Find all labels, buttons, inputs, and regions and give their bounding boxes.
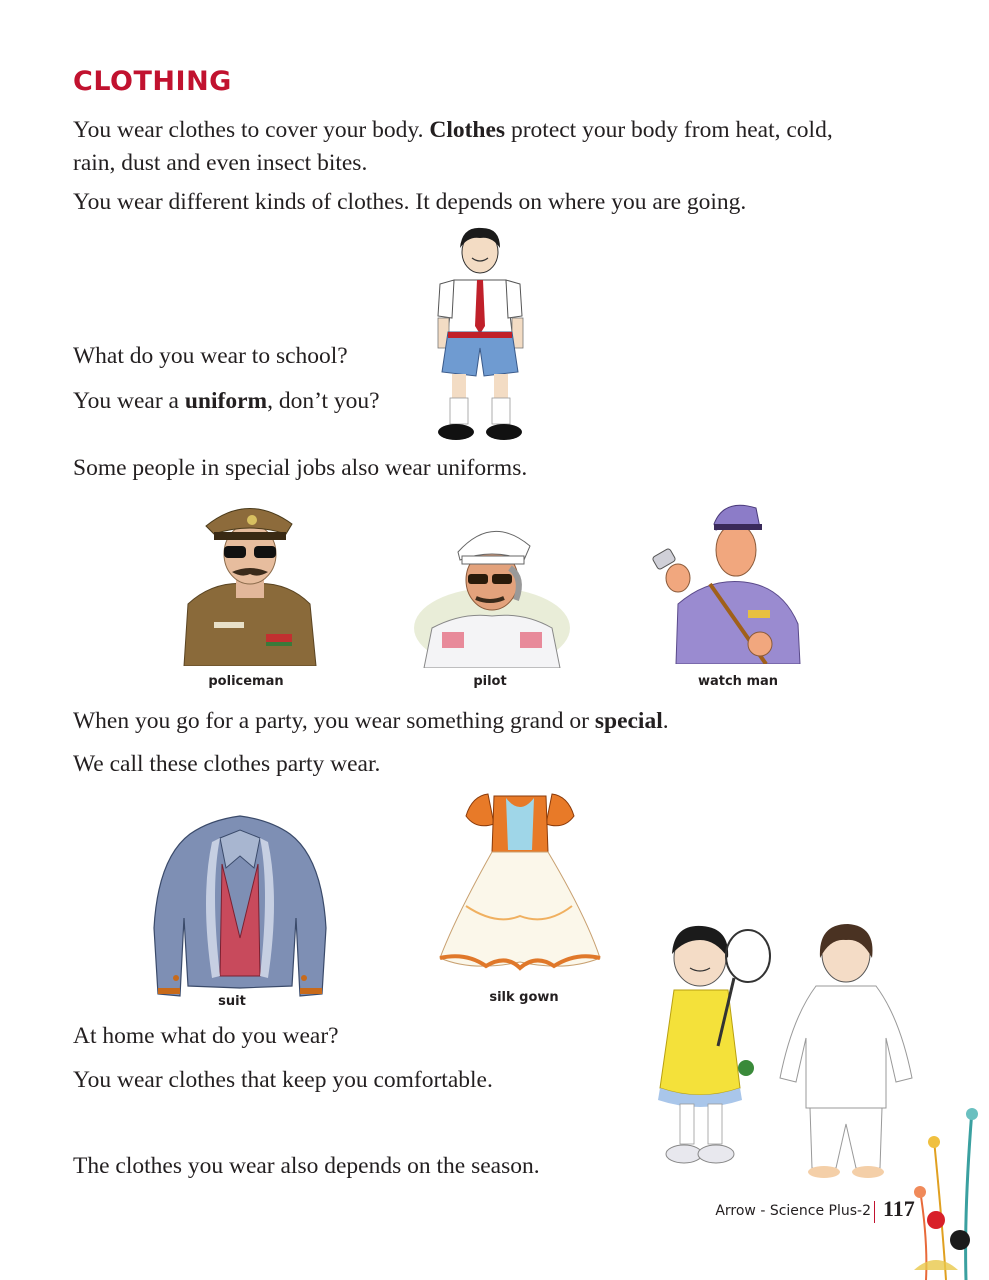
- policeman-caption: policeman: [208, 674, 284, 689]
- children-home-wear-illustration: [650, 918, 920, 1180]
- suit-caption: suit: [218, 994, 246, 1009]
- intro-text-3: rain, dust and even insect bites.: [73, 150, 368, 176]
- party-paragraph: [73, 705, 933, 738]
- school-answer-text-2: , don’t you?: [267, 388, 380, 414]
- intro-text-1: You wear clothes to cover your body.: [73, 117, 430, 143]
- silk-gown-caption: silk gown: [489, 990, 559, 1005]
- home-answer: You wear clothes that keep you comfortable.: [73, 1067, 493, 1093]
- party-text-2: .: [662, 708, 669, 734]
- pilot-caption: pilot: [473, 674, 507, 689]
- home-question: At home what do you wear?: [73, 1023, 339, 1049]
- party-text-1: When you go for a party, you wear something grand or: [73, 708, 595, 734]
- school-answer-bold: uniform: [184, 388, 268, 414]
- kinds-paragraph: You wear different kinds of clothes. It depends on where you are going.: [73, 189, 747, 215]
- school-question: What do you wear to school?: [73, 343, 348, 369]
- special-jobs-paragraph: Some people in special jobs also wear uniforms.: [73, 455, 528, 481]
- intro-bold-term: Clothes: [429, 117, 506, 143]
- footer-book-title: Arrow - Science Plus-2: [715, 1203, 871, 1219]
- watchman-illustration: [648, 494, 808, 664]
- page-heading: CLOTHING: [73, 66, 232, 97]
- pilot-illustration: [412, 508, 572, 668]
- decorative-flowers-icon: [906, 1100, 989, 1280]
- page-number: 117: [883, 1196, 915, 1221]
- season-paragraph: The clothes you wear also depends on the season.: [73, 1153, 540, 1179]
- silk-gown-illustration: [436, 786, 604, 978]
- party-wear-paragraph: We call these clothes party wear.: [73, 751, 381, 777]
- intro-text-2: protect your body from heat, cold,: [505, 117, 833, 143]
- intro-paragraph: [73, 114, 933, 180]
- school-answer: [73, 385, 933, 418]
- watchman-caption: watch man: [697, 674, 779, 689]
- footer-divider: [874, 1201, 875, 1223]
- school-answer-text-1: You wear a: [73, 388, 185, 414]
- policeman-illustration: [174, 494, 324, 666]
- party-bold-term: special: [594, 708, 663, 734]
- suit-illustration: [150, 808, 330, 1000]
